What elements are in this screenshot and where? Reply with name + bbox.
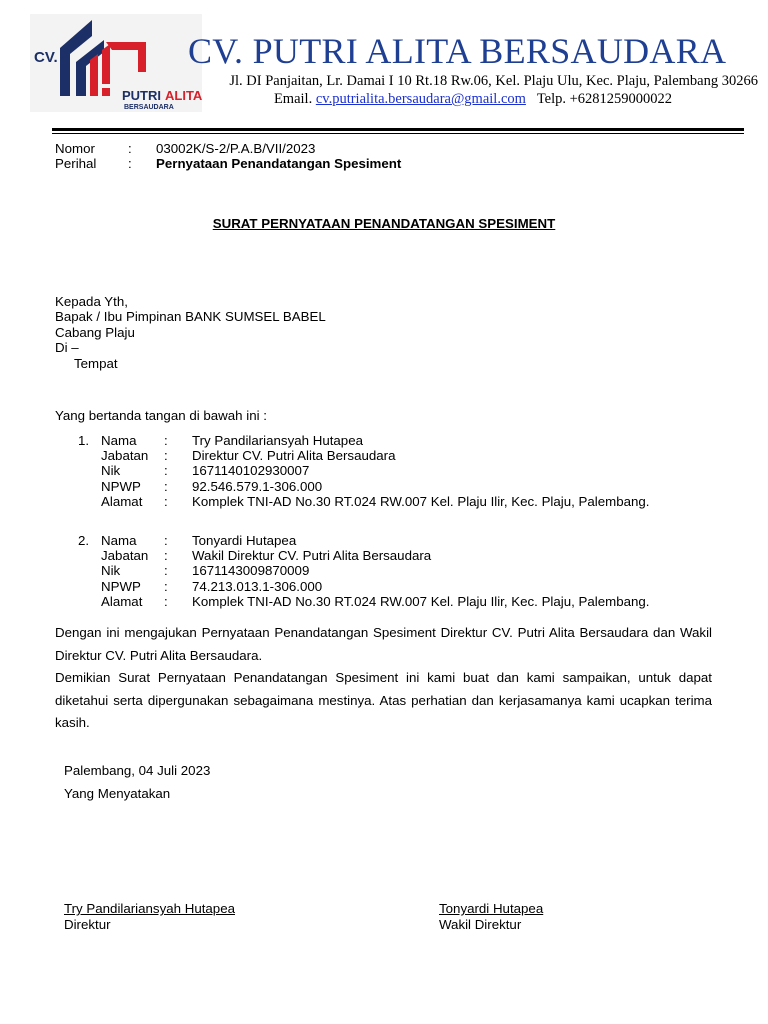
logo-cv-text: CV. [34, 49, 58, 66]
perihal-colon: : [128, 156, 132, 171]
npwp-label: NPWP [101, 478, 141, 494]
colon: : [164, 548, 168, 564]
recipient-line-3: Cabang Plaju [55, 325, 135, 340]
nomor-colon: : [128, 141, 132, 156]
logo-brand-text-1: PUTRI [122, 88, 161, 103]
colon: : [164, 593, 168, 609]
perihal-label: Perihal [55, 156, 97, 171]
logo-sub-text: BERSAUDARA [124, 104, 174, 111]
recipient-line-4: Di – [55, 340, 79, 355]
alamat-value: Komplek TNI-AD No.30 RT.024 RW.007 Kel. Plaju Ilir, Kec. Plaju, Palembang. [192, 493, 650, 509]
nama-label: Nama [101, 433, 137, 448]
signer-row-nik [78, 463, 758, 478]
header-divider-thick [52, 128, 744, 131]
nik-value: 1671140102930007 [192, 463, 310, 479]
nomor-label: Nomor [55, 141, 95, 156]
recipient-line-2: Bapak / Ibu Pimpinan BANK SUMSEL BABEL [55, 309, 326, 324]
place-date: Palembang, 04 Juli 2023 [64, 763, 211, 778]
signature-name: Try Pandilariansyah Hutapea [64, 901, 235, 916]
jabatan-label: Jabatan [101, 448, 149, 464]
intro-text: Yang bertanda tangan di bawah ini : [55, 408, 267, 423]
company-contact [188, 91, 758, 108]
signer-block-1 [78, 433, 758, 509]
npwp-value: 92.546.579.1-306.000 [192, 478, 323, 494]
jabatan-label: Jabatan [101, 548, 149, 564]
signature-block-1 [64, 901, 235, 933]
recipient-line-5: Tempat [74, 356, 118, 371]
signer-row-jabatan [78, 448, 758, 463]
body-paragraph-2: Demikian Surat Pernyataan Penandatangan Spesiment ini kami buat dan kami sampaikan, untuk dapat diketahui serta dipergunakan sebagaimana mestinya. Atas perhatian dan kerjasamanya kami ucapkan terima kasih. [55, 670, 712, 731]
jabatan-value: Direktur CV. Putri Alita Bersaudara [192, 448, 396, 464]
nomor-value: 03002K/S-2/P.A.B/VII/2023 [156, 141, 316, 156]
nama-value: Try Pandilariansyah Hutapea [192, 433, 363, 448]
jabatan-value: Wakil Direktur CV. Putri Alita Bersaudara [192, 548, 432, 564]
npwp-label: NPWP [101, 578, 141, 594]
npwp-value: 74.213.013.1-306.000 [192, 578, 323, 594]
colon: : [164, 578, 168, 594]
alamat-label: Alamat [101, 593, 143, 609]
company-name: CV. PUTRI ALITA BERSAUDARA [188, 31, 727, 71]
declarant-label: Yang Menyatakan [64, 786, 171, 801]
signer-number: 2. [78, 533, 90, 548]
company-address: Jl. DI Panjaitan, Lr. Damai I 10 Rt.18 Rw.06, Kel. Plaju Ulu, Kec. Plaju, Palembang 30266 [229, 73, 758, 89]
signer-row-nik [78, 563, 758, 578]
signer-block-2 [78, 533, 758, 609]
signer-number: 1. [78, 433, 90, 448]
signature-name: Tonyardi Hutapea [439, 901, 544, 916]
letter-title: SURAT PERNYATAAN PENANDATANGAN SPESIMENT [212, 216, 556, 231]
header-divider-thin [52, 133, 744, 134]
signer-row-npwp [78, 479, 758, 494]
colon: : [164, 448, 168, 464]
company-logo [30, 14, 202, 112]
signer-row-alamat [78, 494, 758, 509]
signature-block-2 [439, 901, 543, 933]
recipient-line-1: Kepada Yth, [55, 294, 128, 309]
email-label: Email. [273, 91, 313, 107]
signer-row-jabatan [78, 548, 758, 563]
perihal-value: Pernyataan Penandatangan Spesiment [156, 156, 402, 171]
colon: : [164, 463, 168, 479]
signer-row-nama [78, 433, 758, 448]
phone-number: Telp. +6281259000022 [536, 91, 673, 107]
colon: : [164, 493, 168, 509]
signer-row-nama [78, 533, 758, 548]
colon: : [164, 433, 168, 448]
logo-brand-text-2: ALITA [165, 88, 202, 103]
body-paragraph-1: Dengan ini mengajukan Pernyataan Penandatangan Spesiment Direktur CV. Putri Alita Bersaudara dan Wakil Direktur CV. Putri Alita Bersaudara. [55, 625, 712, 663]
alamat-value: Komplek TNI-AD No.30 RT.024 RW.007 Kel. Plaju Ilir, Kec. Plaju, Palembang. [192, 593, 650, 609]
nik-value: 1671143009870009 [192, 563, 310, 579]
alamat-label: Alamat [101, 493, 143, 509]
nama-value: Tonyardi Hutapea [192, 533, 297, 548]
colon: : [164, 563, 168, 579]
signer-row-npwp [78, 579, 758, 594]
nik-label: Nik [101, 463, 121, 479]
signature-title: Direktur [64, 917, 111, 932]
colon: : [164, 478, 168, 494]
nik-label: Nik [101, 563, 121, 579]
signature-title: Wakil Direktur [439, 917, 522, 932]
email-link[interactable]: cv.putrialita.bersaudara@gmail.com [315, 91, 526, 107]
colon: : [164, 533, 168, 548]
nama-label: Nama [101, 533, 137, 548]
signer-row-alamat [78, 594, 758, 609]
